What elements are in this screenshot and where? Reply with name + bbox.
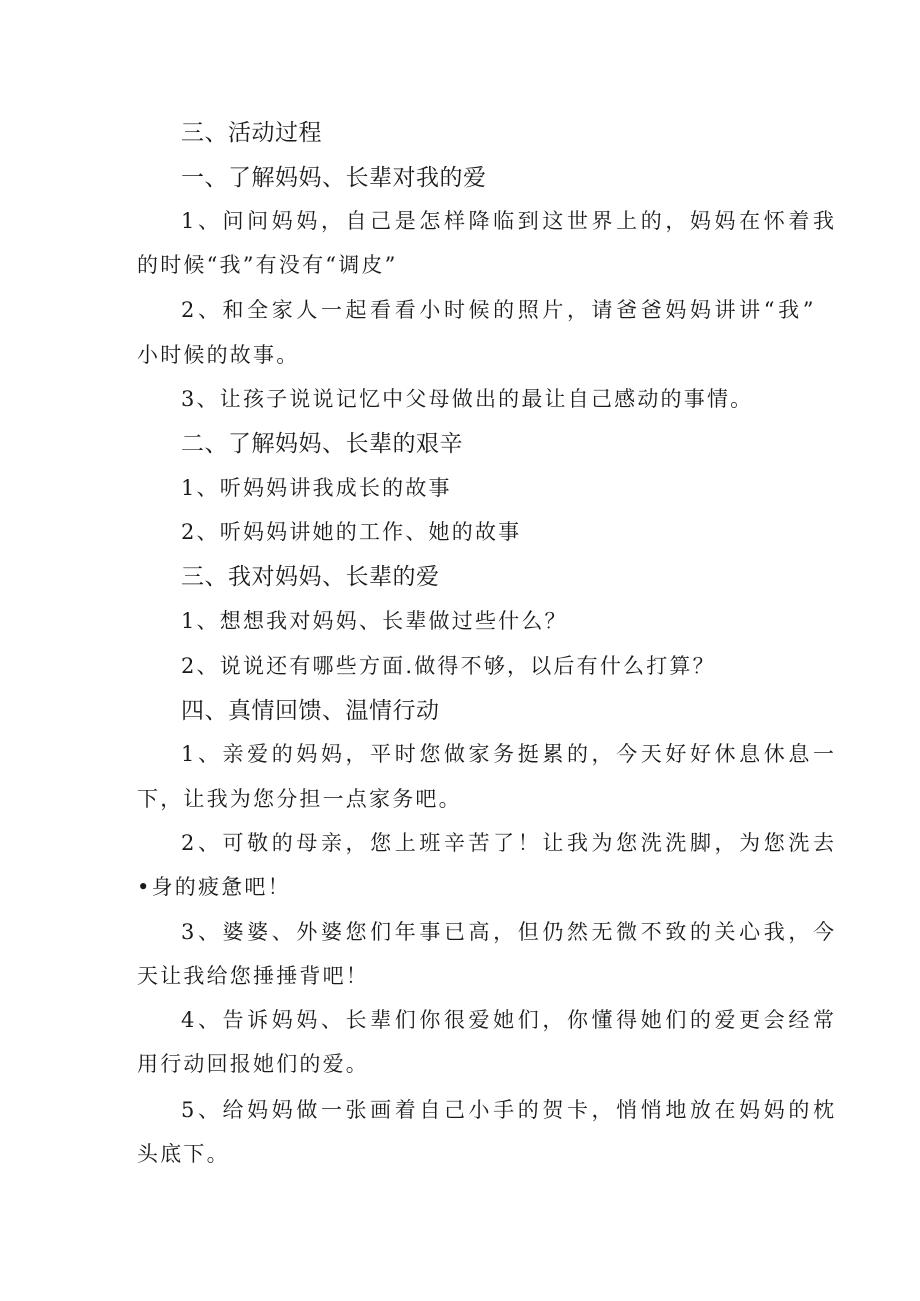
- part-1-item-1-line-2: 的时候“我”有没有“调皮”: [137, 253, 398, 277]
- part-4-item-4-line-2: 用行动回报她们的爱。: [137, 1052, 369, 1076]
- part-4-item-1-line-1: 1、亲爱的妈妈，平时您做家务挺累的，今天好好休息休息一: [181, 742, 838, 766]
- part-4-item-5-line-1: 5、给妈妈做一张画着自己小手的贺卡，悄悄地放在妈妈的枕: [181, 1098, 838, 1122]
- part-4-item-5-line-2: 头底下。: [137, 1142, 230, 1166]
- part-4-item-3-line-1: 3、婆婆、外婆您们年事已高，但仍然无微不致的关心我，今: [181, 920, 838, 944]
- part-1-item-2-line-2: 小时候的故事。: [137, 343, 300, 367]
- part-3-item-1: 1、想想我对妈妈、长辈做过些什么？: [181, 609, 568, 633]
- part-4-item-2-line-1: 2、可敬的母亲，您上班辛苦了！让我为您洗洗脚，为您洗去: [181, 831, 838, 855]
- part-1-heading: 一、了解妈妈、长辈对我的爱: [181, 165, 487, 191]
- part-1-item-2-line-1: 2、和全家人一起看看小时候的照片，请爸爸妈妈讲讲“我”: [181, 298, 818, 322]
- part-4-item-2-line-2: •身的疲惫吧！: [137, 875, 291, 899]
- part-4-item-3-line-2: 天让我给您捶捶背吧！: [137, 964, 369, 988]
- part-2-item-2: 2、听妈妈讲她的工作、她的故事: [181, 520, 522, 544]
- part-4-item-1-line-2: 下，让我为您分担一点家务吧。: [137, 787, 462, 811]
- section-title: 三、活动过程: [181, 120, 322, 146]
- part-4-item-4-line-1: 4、告诉妈妈、长辈们你很爱她们，你懂得她们的爱更会经常: [181, 1008, 838, 1032]
- part-1-item-1-line-1: 1、问问妈妈，自己是怎样降临到这世界上的，妈妈在怀着我: [181, 209, 838, 233]
- part-2-item-1: 1、听妈妈讲我成长的故事: [181, 476, 452, 500]
- part-1-item-3: 3、让孩子说说记忆中父母做出的最让自己感动的事情。: [181, 387, 754, 411]
- part-2-heading: 二、了解妈妈、长辈的艰辛: [181, 431, 463, 457]
- part-3-item-2: 2、说说还有哪些方面.做得不够，以后有什么打算？: [181, 654, 716, 678]
- part-4-heading: 四、真情回馈、温情行动: [181, 698, 440, 724]
- part-3-heading: 三、我对妈妈、长辈的爱: [181, 564, 440, 590]
